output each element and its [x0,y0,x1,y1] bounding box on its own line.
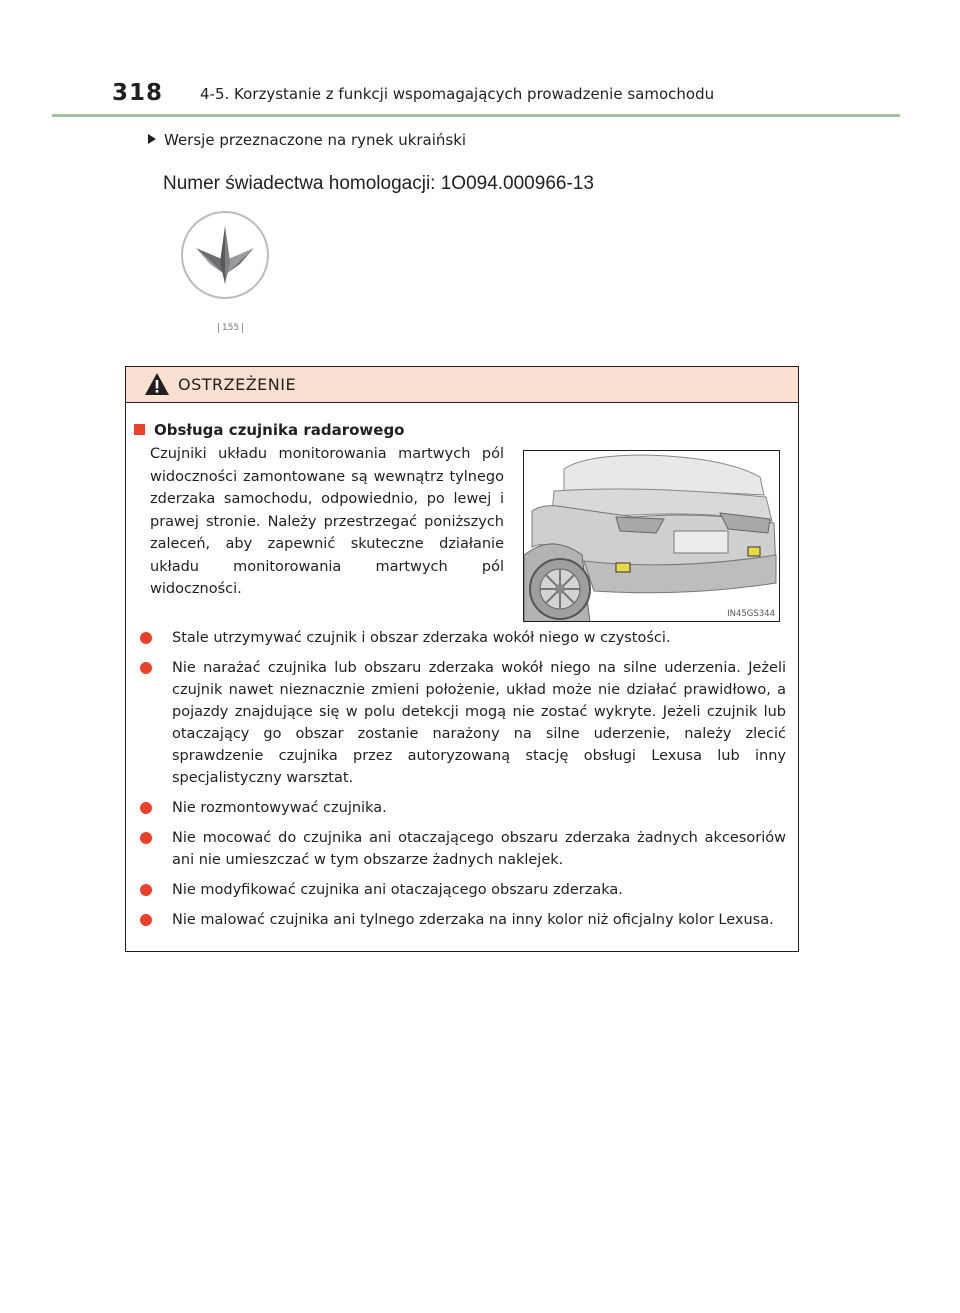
section-title: 4-5. Korzystanie z funkcji wspomagających prowadzenie samochodu [200,85,715,103]
warning-box [125,366,799,952]
region-note-text: Wersje przeznaczone na rynek ukraiński [164,131,467,149]
bullet-text: Stale utrzymywać czujnik i obszar zderzaka wokół niego w czystości. [172,630,671,646]
certification-mark-code: 155 [218,323,243,333]
region-note [148,131,466,149]
round-bullet-icon [140,884,152,896]
header-rule [52,114,900,117]
list-item [134,657,786,789]
warning-triangle-icon [144,372,170,400]
ukrsepro-certification-mark-icon [180,210,270,314]
bullet-text: Nie modyfikować czujnika ani otaczającego obszaru zderzaka. [172,882,623,898]
bullet-text: Nie malować czujnika ani tylnego zderzaka na inny kolor niż oficjalny kolor Lexusa. [172,912,774,928]
round-bullet-icon [140,802,152,814]
warning-header [126,367,798,403]
list-item [134,879,786,901]
warning-title: OSTRZEŻENIE [178,375,297,394]
round-bullet-icon [140,662,152,674]
warning-intro: Czujniki układu monitorowania martwych pól widoczności zamontowane są wewnątrz tylnego zderzaka samochodu, odpowiednio, po lewej i prawej stronie. Należy przestrzegać poniższych zaleceń, aby zapewnić skuteczne działanie układu monitorowania martwych pól widoczności. [150,446,504,597]
list-item [134,909,786,931]
bullet-text: Nie narażać czujnika lub obszaru zderzaka wokół niego na silne uderzenia. Jeżeli czujnik nawet nieznacznie zmieni położenie, układ może nie działać prawidłowo, a pojazdy znajdujące się w polu detekcji mogą nie zostać wykryte. Jeżeli czujnik lub otaczający go obszar zostanie narażony na silne uderzenie, należy zlecić sprawdzenie czujnika przez autoryzowaną stację obsługi Lexusa lub inny specjalistyczny warsztat. [172,660,786,786]
list-item [134,797,786,819]
warning-subheading [134,421,404,439]
bullet-text: Nie rozmontowywać czujnika. [172,800,387,816]
list-item [134,827,786,871]
certificate-number: Numer świadectwa homologacji: 1O094.000966-13 [163,173,594,194]
round-bullet-icon [140,914,152,926]
round-bullet-icon [140,632,152,644]
rear-bumper-sensor-illustration [523,450,780,622]
figure-code: IN45GS344 [727,609,775,619]
warning-bullet-list [134,627,786,939]
round-bullet-icon [140,832,152,844]
warning-subheading-text: Obsługa czujnika radarowego [154,421,405,439]
page-number: 318 [112,80,164,106]
triangle-bullet-icon [148,134,156,144]
square-bullet-icon [134,424,145,435]
list-item [134,627,786,649]
bullet-text: Nie mocować do czujnika ani otaczającego obszaru zderzaka żadnych akcesoriów ani nie umieszczać w tym obszarze żadnych naklejek. [172,830,786,868]
